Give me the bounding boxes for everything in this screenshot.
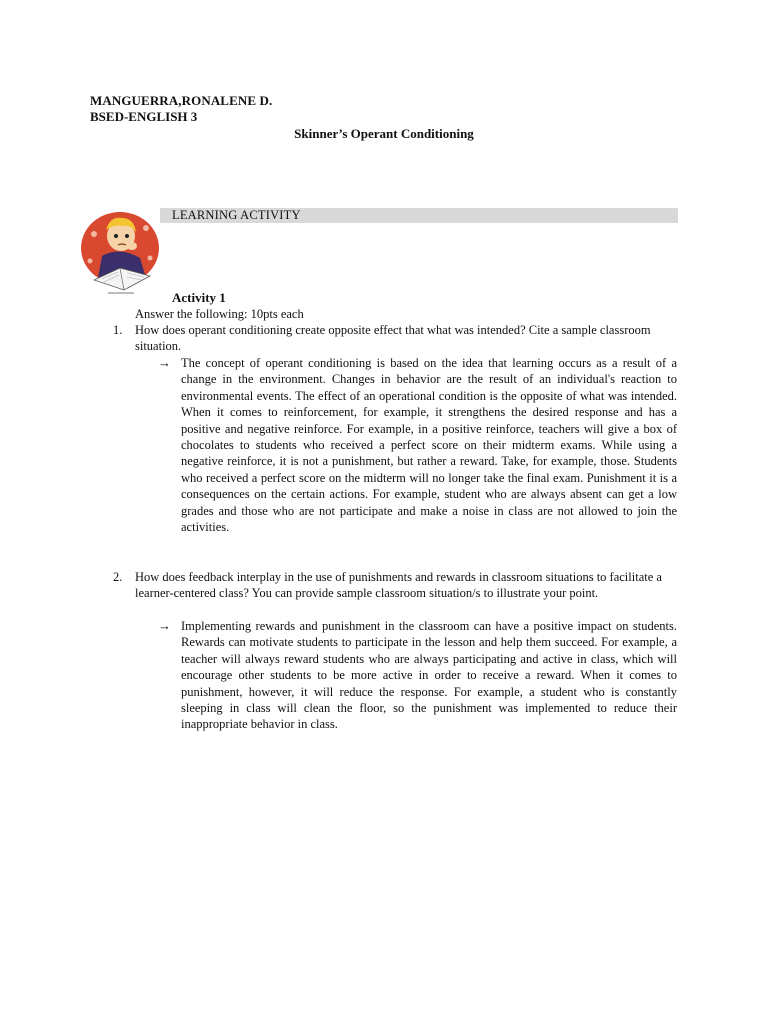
activity-instruction: Answer the following: 10pts each [135, 307, 304, 321]
document-title-text: Skinner’s Operant Conditioning [294, 126, 474, 141]
answer-text: The concept of operant conditioning is based on the idea that learning occurs as a result of a change in the environment. Changes in behavior are the result of an individual's reaction to environmental events. The effect of an operational condition is the opposite of what was intended. When it comes to reinforcement, for example, it strengthens the desired response and has a positive and negative reinforce. For example, in a positive reinforce, teachers will give a box of chocolates to students who received a perfect score on their midterm exams. While using a negative reinforce, it is not a punishment, but rather a reward. Take, for example, those. Students who received a perfect score on the midterm will no longer take the final exam. Punishment it is a consequences on the certain actions. For example, student who are always absent can get a low grades and those who are not participate and make a noise in class are not allowed to join the activities. [181, 356, 677, 535]
question-number: 2. [113, 570, 123, 584]
author-name: MANGUERRA,RONALENE D. [90, 93, 273, 108]
question-text: How does feedback interplay in the use of punishments and rewards in classroom situations to facilitate a learner-centered class? You can provide sample classroom situation/s to illustrate your point. [135, 570, 662, 601]
activity-title: Activity 1 [172, 290, 226, 305]
answer-text: Implementing rewards and punishment in the classroom can have a positive impact on students. Rewards can motivate students to participate in the lesson and help them succeed. For example, a teacher will always reward students who are always participating and active in class, which will encourage other students to be more active in order to receive a reward. When it comes to punishment, however, it will reduce the response. For example, a student who is constantly sleeping in class will clean the floor, so the punishment was implemented to reduce their inappropriate behavior in class. [181, 619, 677, 732]
learning-activity-banner [160, 208, 678, 223]
question-text: How does operant conditioning create opposite effect that what was intended? Cite a sample classroom situation. [135, 323, 651, 354]
student-reading-clipart [80, 206, 162, 296]
arrow-bullet-icon: → [158, 355, 171, 370]
question-number: 1. [113, 323, 123, 337]
course-label: BSED-ENGLISH 3 [90, 109, 198, 124]
banner-label: LEARNING ACTIVITY [172, 208, 301, 222]
arrow-bullet-icon: → [158, 618, 171, 633]
document-title [0, 126, 768, 142]
